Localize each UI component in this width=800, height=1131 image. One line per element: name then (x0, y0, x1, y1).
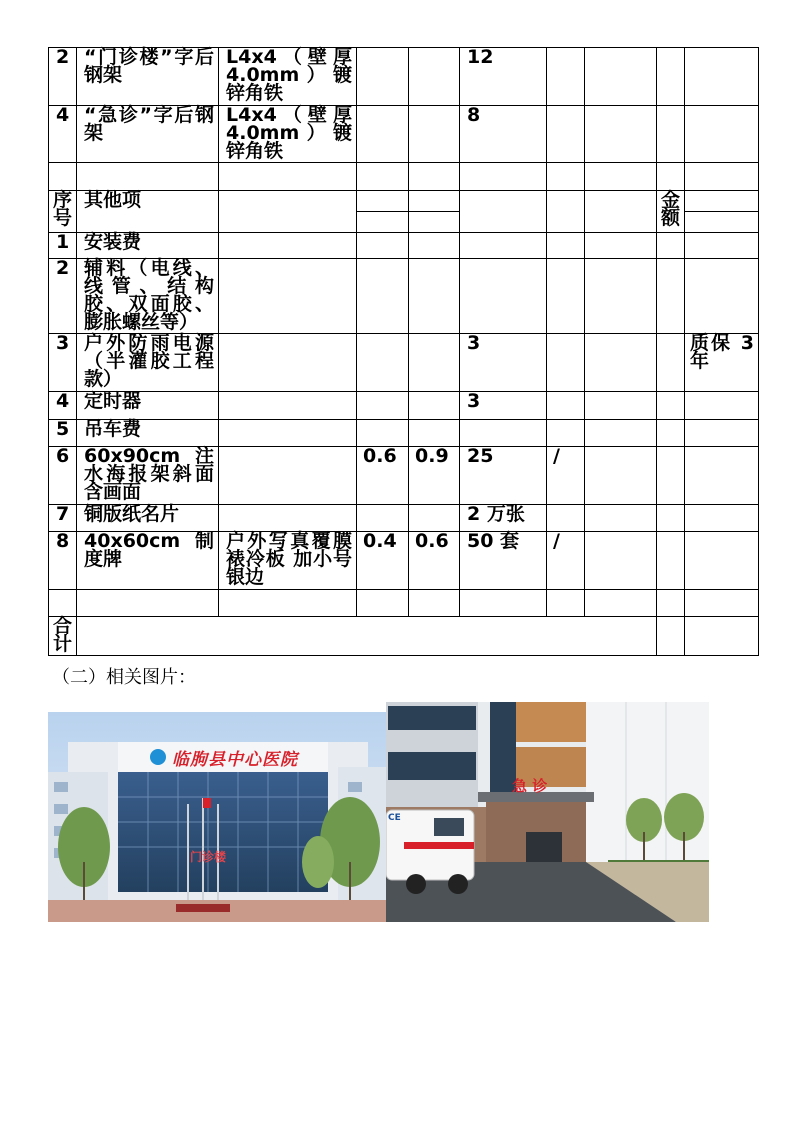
sequence-header: 序号 (53, 189, 73, 229)
item-name: 铜版纸名片 (84, 503, 180, 525)
item-quantity: 8 (467, 104, 481, 126)
outpatient-building-photo (48, 712, 386, 922)
row-number: 4 (56, 104, 70, 126)
item-name: 60x90cm 注水海报架斜面含画面 (84, 445, 214, 503)
item-width: 0.6 (363, 445, 397, 467)
emergency-entrance-photo (386, 702, 709, 922)
ambulance-label: CE (388, 813, 401, 823)
item-height: 0.6 (415, 530, 449, 552)
item-quantity: 12 (467, 46, 494, 68)
item-quantity: 3 (467, 332, 481, 354)
outpatient-entrance-sign: 门诊楼 (190, 850, 227, 864)
item-name: “门诊楼”字后钢架 (84, 46, 214, 86)
item-material: 户外写真覆膜裱冷板 加小号银边 (226, 530, 352, 588)
item-name: “急诊”字后钢架 (84, 104, 214, 144)
outpatient-building-image (48, 712, 386, 922)
item-name: 吊车费 (84, 418, 142, 440)
row-number: 6 (56, 445, 70, 467)
row-number: 4 (56, 390, 70, 412)
hospital-name-sign: 临朐县中心医院 (172, 750, 298, 770)
amount-header: 金额 (661, 189, 681, 229)
total-label: 合计 (53, 615, 73, 655)
item-name: 40x60cm 制度牌 (84, 530, 214, 570)
other-items-header: 其他项 (84, 189, 142, 211)
section-title: （二）相关图片： (52, 667, 196, 688)
item-price: / (553, 530, 560, 552)
emergency-entrance-image (386, 702, 709, 922)
emergency-sign: 急 诊 (512, 777, 548, 795)
item-name: 安装费 (84, 231, 142, 253)
item-name: 辅料（电线、线管、结构胶、双面胶、膨胀螺丝等） (84, 257, 214, 333)
item-quantity: 3 (467, 390, 481, 412)
row-number: 2 (56, 257, 70, 279)
row-number: 7 (56, 503, 70, 525)
item-note: 质保 3 年 (690, 332, 754, 372)
row-number: 3 (56, 332, 70, 354)
row-number: 8 (56, 530, 70, 552)
item-price: / (553, 445, 560, 467)
item-width: 0.4 (363, 530, 397, 552)
row-number: 1 (56, 231, 70, 253)
row-number: 2 (56, 46, 70, 68)
item-material: L4x4（壁厚4.0mm）镀锌角铁 (226, 104, 352, 162)
item-quantity: 50 套 (467, 530, 520, 552)
row-number: 5 (56, 418, 70, 440)
item-name: 定时器 (84, 390, 142, 412)
item-name: 户外防雨电源（半灌胶工程款） (84, 332, 214, 390)
item-material: L4x4（壁厚4.0mm）镀锌角铁 (226, 46, 352, 104)
item-quantity: 2 万张 (467, 503, 525, 525)
item-quantity: 25 (467, 445, 494, 467)
item-height: 0.9 (415, 445, 449, 467)
